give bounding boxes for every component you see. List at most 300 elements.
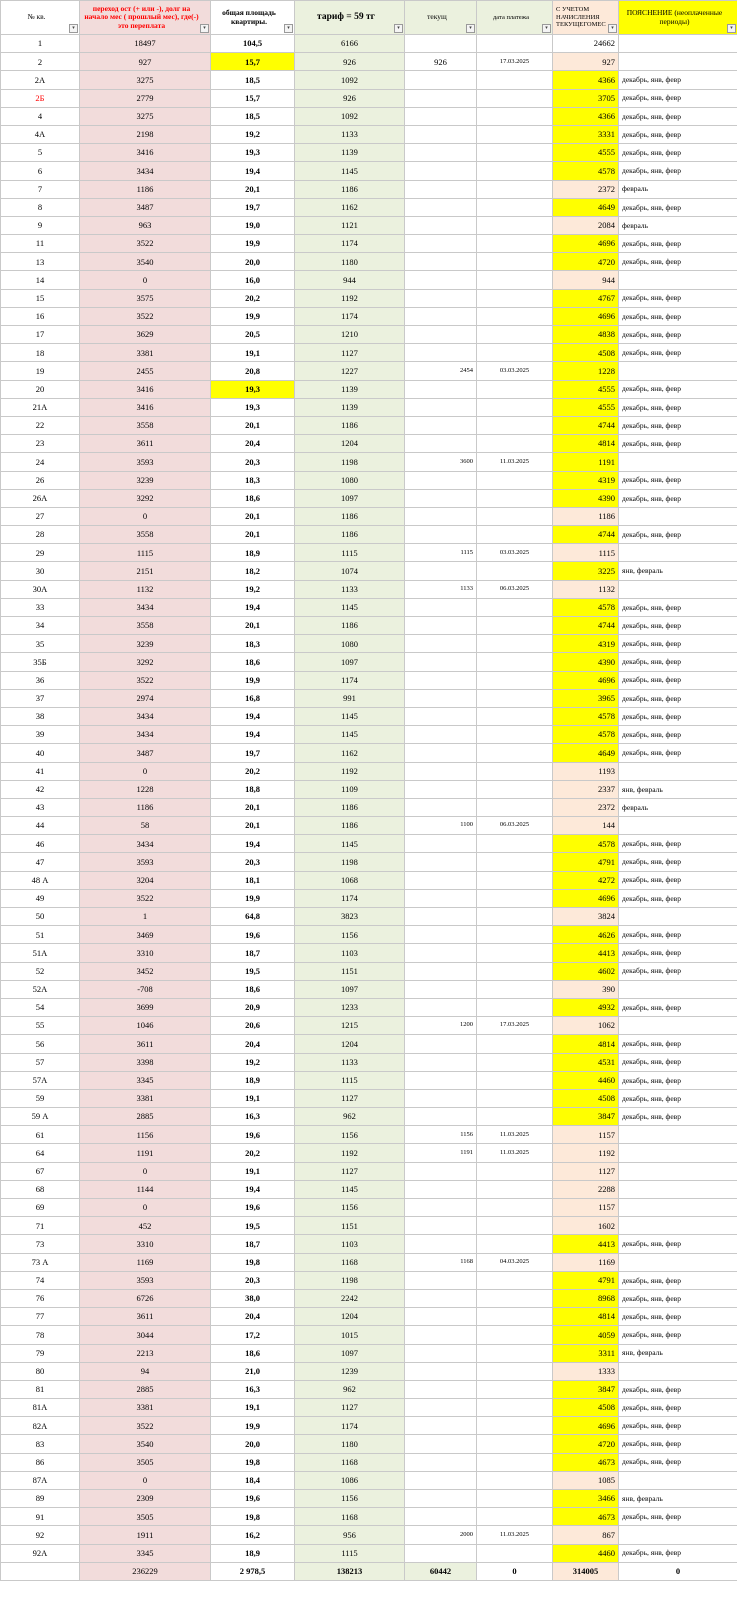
- cell-current[interactable]: [405, 1217, 477, 1235]
- cell-total[interactable]: 4696: [553, 1417, 619, 1435]
- cell-total[interactable]: 4578: [553, 162, 619, 180]
- cell-kv[interactable]: 54: [1, 998, 80, 1016]
- cell-tariff[interactable]: 2242: [295, 1289, 405, 1307]
- cell-area[interactable]: 18,7: [211, 944, 295, 962]
- cell-debt[interactable]: 3239: [80, 635, 211, 653]
- cell-note[interactable]: декабрь, янв, февр: [619, 435, 737, 453]
- cell-total[interactable]: 3225: [553, 562, 619, 580]
- cell-note[interactable]: февраль: [619, 798, 737, 816]
- cell-tariff[interactable]: 1133: [295, 580, 405, 598]
- cell-total[interactable]: 4578: [553, 598, 619, 616]
- cell-note[interactable]: декабрь, янв, февр: [619, 71, 737, 89]
- cell-total[interactable]: 1169: [553, 1253, 619, 1271]
- cell-kv[interactable]: 83: [1, 1435, 80, 1453]
- cell-total[interactable]: 1191: [553, 453, 619, 471]
- cell-note[interactable]: декабрь, янв, февр: [619, 926, 737, 944]
- cell-current[interactable]: [405, 908, 477, 926]
- cell-note[interactable]: [619, 35, 737, 53]
- cell-tariff[interactable]: 1156: [295, 1199, 405, 1217]
- cell-total[interactable]: 1193: [553, 762, 619, 780]
- cell-tariff[interactable]: 1097: [295, 489, 405, 507]
- cell-kv[interactable]: 73: [1, 1235, 80, 1253]
- cell-pay-date[interactable]: [477, 598, 553, 616]
- cell-note[interactable]: декабрь, янв, февр: [619, 617, 737, 635]
- cell-total[interactable]: 4460: [553, 1071, 619, 1089]
- cell-pay-date[interactable]: 17.03.2025: [477, 53, 553, 71]
- cell-current[interactable]: [405, 1289, 477, 1307]
- cell-area[interactable]: 17,2: [211, 1326, 295, 1344]
- cell-area[interactable]: 20,4: [211, 1035, 295, 1053]
- cell-note[interactable]: декабрь, янв, февр: [619, 598, 737, 616]
- cell-debt[interactable]: 3452: [80, 962, 211, 980]
- cell-debt[interactable]: 2885: [80, 1380, 211, 1398]
- cell-debt[interactable]: 3292: [80, 653, 211, 671]
- cell-debt[interactable]: 963: [80, 216, 211, 234]
- cell-area[interactable]: 19,6: [211, 1490, 295, 1508]
- cell-total[interactable]: 3847: [553, 1380, 619, 1398]
- cell-debt[interactable]: 3434: [80, 162, 211, 180]
- cell-debt[interactable]: 3416: [80, 380, 211, 398]
- cell-total[interactable]: 944: [553, 271, 619, 289]
- cell-debt[interactable]: 0: [80, 1199, 211, 1217]
- cell-debt[interactable]: 1132: [80, 580, 211, 598]
- cell-debt[interactable]: 1169: [80, 1253, 211, 1271]
- cell-total[interactable]: 867: [553, 1526, 619, 1544]
- cell-total[interactable]: 1192: [553, 1144, 619, 1162]
- cell-debt[interactable]: 3558: [80, 416, 211, 434]
- cell-kv[interactable]: 89: [1, 1490, 80, 1508]
- cell-tariff[interactable]: 1103: [295, 944, 405, 962]
- cell-total[interactable]: 1115: [553, 544, 619, 562]
- cell-kv[interactable]: 67: [1, 1162, 80, 1180]
- cell-tariff[interactable]: 1121: [295, 216, 405, 234]
- cell-tariff[interactable]: 1103: [295, 1235, 405, 1253]
- cell-tariff[interactable]: 1156: [295, 1126, 405, 1144]
- cell-total[interactable]: 4791: [553, 1271, 619, 1289]
- cell-area[interactable]: 20,2: [211, 762, 295, 780]
- cell-total[interactable]: 4696: [553, 889, 619, 907]
- cell-debt[interactable]: 3558: [80, 526, 211, 544]
- cell-area[interactable]: 19,6: [211, 926, 295, 944]
- cell-pay-date[interactable]: [477, 1235, 553, 1253]
- total-current[interactable]: 60442: [405, 1562, 477, 1580]
- cell-tariff[interactable]: 1015: [295, 1326, 405, 1344]
- cell-kv[interactable]: 74: [1, 1271, 80, 1289]
- cell-kv[interactable]: 2: [1, 53, 80, 71]
- cell-pay-date[interactable]: [477, 780, 553, 798]
- cell-pay-date[interactable]: [477, 1380, 553, 1398]
- cell-current[interactable]: [405, 125, 477, 143]
- cell-current[interactable]: [405, 1380, 477, 1398]
- cell-note[interactable]: декабрь, янв, февр: [619, 253, 737, 271]
- cell-current[interactable]: [405, 780, 477, 798]
- cell-pay-date[interactable]: [477, 71, 553, 89]
- cell-pay-date[interactable]: [477, 1289, 553, 1307]
- cell-kv[interactable]: 26: [1, 471, 80, 489]
- cell-current[interactable]: [405, 435, 477, 453]
- cell-tariff[interactable]: 1139: [295, 398, 405, 416]
- cell-tariff[interactable]: 1127: [295, 1399, 405, 1417]
- cell-area[interactable]: 19,2: [211, 1053, 295, 1071]
- cell-area[interactable]: 18,6: [211, 1344, 295, 1362]
- cell-kv[interactable]: 57А: [1, 1071, 80, 1089]
- cell-area[interactable]: 20,1: [211, 526, 295, 544]
- cell-total[interactable]: 2337: [553, 780, 619, 798]
- cell-current[interactable]: [405, 1162, 477, 1180]
- cell-tariff[interactable]: 1145: [295, 835, 405, 853]
- cell-kv[interactable]: 76: [1, 1289, 80, 1307]
- cell-note[interactable]: декабрь, янв, февр: [619, 671, 737, 689]
- cell-tariff[interactable]: 962: [295, 1108, 405, 1126]
- cell-note[interactable]: [619, 1526, 737, 1544]
- cell-area[interactable]: 16,2: [211, 1526, 295, 1544]
- cell-pay-date[interactable]: [477, 216, 553, 234]
- cell-note[interactable]: [619, 817, 737, 835]
- cell-tariff[interactable]: 1198: [295, 853, 405, 871]
- total-debt[interactable]: 236229: [80, 1562, 211, 1580]
- cell-note[interactable]: декабрь, янв, февр: [619, 1453, 737, 1471]
- cell-kv[interactable]: 48 А: [1, 871, 80, 889]
- cell-kv[interactable]: 2А: [1, 71, 80, 89]
- cell-current[interactable]: [405, 562, 477, 580]
- cell-note[interactable]: декабрь, янв, февр: [619, 125, 737, 143]
- cell-note[interactable]: декабрь, янв, февр: [619, 1435, 737, 1453]
- cell-debt[interactable]: 1186: [80, 180, 211, 198]
- cell-note[interactable]: [619, 53, 737, 71]
- cell-kv[interactable]: 7: [1, 180, 80, 198]
- cell-area[interactable]: 19,4: [211, 835, 295, 853]
- cell-area[interactable]: 19,9: [211, 235, 295, 253]
- cell-total[interactable]: 4932: [553, 998, 619, 1016]
- cell-kv[interactable]: 38: [1, 707, 80, 725]
- cell-pay-date[interactable]: [477, 926, 553, 944]
- header-area[interactable]: общая площадь квартиры. ▾: [211, 1, 295, 35]
- cell-tariff[interactable]: 1156: [295, 1490, 405, 1508]
- cell-debt[interactable]: 3434: [80, 726, 211, 744]
- cell-tariff[interactable]: 1162: [295, 744, 405, 762]
- cell-kv[interactable]: 26А: [1, 489, 80, 507]
- cell-pay-date[interactable]: [477, 235, 553, 253]
- cell-current[interactable]: [405, 980, 477, 998]
- cell-kv[interactable]: 37: [1, 689, 80, 707]
- cell-pay-date[interactable]: [477, 762, 553, 780]
- cell-note[interactable]: [619, 362, 737, 380]
- cell-kv[interactable]: 46: [1, 835, 80, 853]
- cell-pay-date[interactable]: [477, 1490, 553, 1508]
- cell-tariff[interactable]: 1097: [295, 1344, 405, 1362]
- cell-pay-date[interactable]: [477, 1162, 553, 1180]
- cell-tariff[interactable]: 1186: [295, 526, 405, 544]
- cell-current[interactable]: [405, 671, 477, 689]
- cell-kv[interactable]: 30А: [1, 580, 80, 598]
- cell-total[interactable]: 4696: [553, 235, 619, 253]
- cell-tariff[interactable]: 1145: [295, 598, 405, 616]
- cell-current[interactable]: 926: [405, 53, 477, 71]
- cell-pay-date[interactable]: 11.03.2025: [477, 1526, 553, 1544]
- cell-current[interactable]: [405, 380, 477, 398]
- cell-current[interactable]: [405, 926, 477, 944]
- cell-note[interactable]: [619, 1362, 737, 1380]
- cell-note[interactable]: [619, 544, 737, 562]
- cell-tariff[interactable]: 1168: [295, 1453, 405, 1471]
- cell-total[interactable]: 4059: [553, 1326, 619, 1344]
- cell-tariff[interactable]: 1168: [295, 1508, 405, 1526]
- cell-current[interactable]: [405, 798, 477, 816]
- cell-tariff[interactable]: 6166: [295, 35, 405, 53]
- cell-area[interactable]: 20,8: [211, 362, 295, 380]
- cell-debt[interactable]: 3593: [80, 853, 211, 871]
- cell-debt[interactable]: 3611: [80, 1035, 211, 1053]
- cell-total[interactable]: 4578: [553, 835, 619, 853]
- cell-kv[interactable]: 14: [1, 271, 80, 289]
- cell-debt[interactable]: 3381: [80, 344, 211, 362]
- cell-total[interactable]: 1157: [553, 1199, 619, 1217]
- cell-pay-date[interactable]: [477, 1199, 553, 1217]
- cell-note[interactable]: декабрь, янв, февр: [619, 89, 737, 107]
- cell-area[interactable]: 20,1: [211, 507, 295, 525]
- cell-debt[interactable]: 0: [80, 762, 211, 780]
- cell-total[interactable]: 4578: [553, 726, 619, 744]
- cell-current[interactable]: [405, 835, 477, 853]
- cell-pay-date[interactable]: [477, 1035, 553, 1053]
- cell-note[interactable]: [619, 1217, 737, 1235]
- cell-pay-date[interactable]: [477, 307, 553, 325]
- cell-total[interactable]: 1186: [553, 507, 619, 525]
- cell-note[interactable]: декабрь, янв, февр: [619, 871, 737, 889]
- cell-area[interactable]: 18,1: [211, 871, 295, 889]
- cell-kv[interactable]: 36: [1, 671, 80, 689]
- cell-tariff[interactable]: 956: [295, 1526, 405, 1544]
- cell-total[interactable]: 3705: [553, 89, 619, 107]
- cell-debt[interactable]: 3381: [80, 1399, 211, 1417]
- cell-total[interactable]: 144: [553, 817, 619, 835]
- cell-debt[interactable]: 18497: [80, 35, 211, 53]
- cell-tariff[interactable]: 1174: [295, 307, 405, 325]
- cell-area[interactable]: 20,1: [211, 798, 295, 816]
- cell-tariff[interactable]: 1186: [295, 798, 405, 816]
- cell-kv[interactable]: 87А: [1, 1471, 80, 1489]
- cell-total[interactable]: 4578: [553, 707, 619, 725]
- cell-area[interactable]: 20,5: [211, 326, 295, 344]
- cell-total[interactable]: 4626: [553, 926, 619, 944]
- cell-tariff[interactable]: 1133: [295, 125, 405, 143]
- cell-tariff[interactable]: 1115: [295, 1071, 405, 1089]
- cell-total[interactable]: 1602: [553, 1217, 619, 1235]
- cell-debt[interactable]: 3381: [80, 1089, 211, 1107]
- cell-note[interactable]: декабрь, янв, февр: [619, 944, 737, 962]
- cell-area[interactable]: 38,0: [211, 1289, 295, 1307]
- cell-area[interactable]: 19,0: [211, 216, 295, 234]
- cell-total[interactable]: 4814: [553, 1308, 619, 1326]
- cell-kv[interactable]: 30: [1, 562, 80, 580]
- cell-current[interactable]: [405, 162, 477, 180]
- cell-area[interactable]: 18,3: [211, 635, 295, 653]
- cell-current[interactable]: [405, 617, 477, 635]
- cell-kv[interactable]: 52А: [1, 980, 80, 998]
- cell-total[interactable]: 3331: [553, 125, 619, 143]
- total-tariff[interactable]: 138213: [295, 1562, 405, 1580]
- cell-kv[interactable]: 9: [1, 216, 80, 234]
- cell-area[interactable]: 19,9: [211, 889, 295, 907]
- cell-current[interactable]: [405, 198, 477, 216]
- cell-tariff[interactable]: 1080: [295, 471, 405, 489]
- cell-note[interactable]: [619, 507, 737, 525]
- cell-pay-date[interactable]: [477, 853, 553, 871]
- cell-note[interactable]: [619, 1126, 737, 1144]
- cell-current[interactable]: [405, 271, 477, 289]
- cell-total[interactable]: 3847: [553, 1108, 619, 1126]
- cell-pay-date[interactable]: [477, 707, 553, 725]
- cell-note[interactable]: декабрь, янв, февр: [619, 326, 737, 344]
- cell-note[interactable]: декабрь, янв, февр: [619, 689, 737, 707]
- header-debt[interactable]: переход ост (+ или -), долг на начало мес ( прошлый мес), где(-) это переплата ▾: [80, 1, 211, 35]
- cell-debt[interactable]: 2779: [80, 89, 211, 107]
- cell-pay-date[interactable]: [477, 835, 553, 853]
- cell-tariff[interactable]: 1139: [295, 144, 405, 162]
- cell-pay-date[interactable]: 03.03.2025: [477, 544, 553, 562]
- cell-area[interactable]: 19,9: [211, 1417, 295, 1435]
- cell-note[interactable]: [619, 1017, 737, 1035]
- cell-current[interactable]: [405, 1508, 477, 1526]
- cell-total[interactable]: 4366: [553, 71, 619, 89]
- cell-current[interactable]: [405, 1417, 477, 1435]
- cell-area[interactable]: 15,7: [211, 53, 295, 71]
- cell-kv[interactable]: 35: [1, 635, 80, 653]
- cell-current[interactable]: [405, 871, 477, 889]
- cell-area[interactable]: 20,3: [211, 1271, 295, 1289]
- cell-kv[interactable]: 47: [1, 853, 80, 871]
- cell-tariff[interactable]: 1145: [295, 707, 405, 725]
- cell-kv[interactable]: 81А: [1, 1399, 80, 1417]
- cell-kv[interactable]: 68: [1, 1180, 80, 1198]
- cell-current[interactable]: [405, 1089, 477, 1107]
- cell-kv[interactable]: 71: [1, 1217, 80, 1235]
- cell-kv[interactable]: 6: [1, 162, 80, 180]
- cell-current[interactable]: [405, 253, 477, 271]
- filter-dropdown-icon[interactable]: ▾: [608, 24, 617, 33]
- cell-kv[interactable]: 33: [1, 598, 80, 616]
- cell-tariff[interactable]: 1186: [295, 180, 405, 198]
- cell-debt[interactable]: 1115: [80, 544, 211, 562]
- cell-note[interactable]: янв, февраль: [619, 1490, 737, 1508]
- cell-current[interactable]: [405, 726, 477, 744]
- cell-note[interactable]: декабрь, янв, февр: [619, 1035, 737, 1053]
- cell-debt[interactable]: 3310: [80, 944, 211, 962]
- cell-debt[interactable]: 3629: [80, 326, 211, 344]
- total-area[interactable]: 2 978,5: [211, 1562, 295, 1580]
- cell-area[interactable]: 15,7: [211, 89, 295, 107]
- cell-kv[interactable]: 39: [1, 726, 80, 744]
- cell-debt[interactable]: 3044: [80, 1326, 211, 1344]
- cell-note[interactable]: [619, 762, 737, 780]
- cell-area[interactable]: 19,4: [211, 707, 295, 725]
- cell-debt[interactable]: 3434: [80, 598, 211, 616]
- cell-tariff[interactable]: 1174: [295, 1417, 405, 1435]
- cell-current[interactable]: [405, 853, 477, 871]
- cell-total[interactable]: 4555: [553, 380, 619, 398]
- cell-pay-date[interactable]: [477, 617, 553, 635]
- cell-total[interactable]: 4814: [553, 1035, 619, 1053]
- cell-area[interactable]: 19,1: [211, 1162, 295, 1180]
- cell-note[interactable]: [619, 453, 737, 471]
- cell-debt[interactable]: -708: [80, 980, 211, 998]
- cell-area[interactable]: 18,8: [211, 780, 295, 798]
- cell-current[interactable]: [405, 289, 477, 307]
- cell-debt[interactable]: 2974: [80, 689, 211, 707]
- cell-note[interactable]: декабрь, янв, февр: [619, 998, 737, 1016]
- cell-kv[interactable]: 19: [1, 362, 80, 380]
- cell-pay-date[interactable]: [477, 471, 553, 489]
- cell-total[interactable]: 2288: [553, 1180, 619, 1198]
- cell-pay-date[interactable]: 11.03.2025: [477, 1144, 553, 1162]
- header-note[interactable]: ПОЯСНЕНИЕ (неоплаченные периоды) ▾: [619, 1, 737, 35]
- cell-current[interactable]: [405, 235, 477, 253]
- cell-note[interactable]: [619, 1144, 737, 1162]
- cell-kv[interactable]: 4А: [1, 125, 80, 143]
- cell-total[interactable]: 4720: [553, 1435, 619, 1453]
- cell-debt[interactable]: 2885: [80, 1108, 211, 1126]
- cell-tariff[interactable]: 1192: [295, 1144, 405, 1162]
- cell-debt[interactable]: 1144: [80, 1180, 211, 1198]
- cell-note[interactable]: декабрь, янв, февр: [619, 1235, 737, 1253]
- cell-kv[interactable]: 15: [1, 289, 80, 307]
- cell-kv[interactable]: 5: [1, 144, 80, 162]
- cell-tariff[interactable]: 1180: [295, 253, 405, 271]
- cell-note[interactable]: декабрь, янв, февр: [619, 416, 737, 434]
- cell-current[interactable]: 1200: [405, 1017, 477, 1035]
- cell-current[interactable]: [405, 1035, 477, 1053]
- cell-tariff[interactable]: 1145: [295, 162, 405, 180]
- header-tariff[interactable]: тариф = 59 тг ▾: [295, 1, 405, 35]
- cell-pay-date[interactable]: [477, 962, 553, 980]
- cell-debt[interactable]: 3699: [80, 998, 211, 1016]
- cell-pay-date[interactable]: [477, 489, 553, 507]
- cell-pay-date[interactable]: [477, 1435, 553, 1453]
- cell-area[interactable]: 19,3: [211, 144, 295, 162]
- cell-total[interactable]: 4673: [553, 1508, 619, 1526]
- cell-pay-date[interactable]: [477, 980, 553, 998]
- cell-note[interactable]: декабрь, янв, февр: [619, 198, 737, 216]
- cell-total[interactable]: 4649: [553, 744, 619, 762]
- cell-total[interactable]: 2372: [553, 798, 619, 816]
- cell-kv[interactable]: 27: [1, 507, 80, 525]
- cell-current[interactable]: [405, 398, 477, 416]
- cell-area[interactable]: 64,8: [211, 908, 295, 926]
- header-kv[interactable]: № кв. ▾: [1, 1, 80, 35]
- cell-total[interactable]: 4319: [553, 635, 619, 653]
- cell-kv[interactable]: 2Б: [1, 89, 80, 107]
- cell-area[interactable]: 20,1: [211, 416, 295, 434]
- cell-current[interactable]: [405, 71, 477, 89]
- cell-current[interactable]: [405, 1053, 477, 1071]
- cell-pay-date[interactable]: [477, 162, 553, 180]
- cell-tariff[interactable]: 1068: [295, 871, 405, 889]
- cell-current[interactable]: [405, 998, 477, 1016]
- cell-pay-date[interactable]: [477, 871, 553, 889]
- cell-area[interactable]: 19,2: [211, 580, 295, 598]
- cell-note[interactable]: декабрь, янв, февр: [619, 235, 737, 253]
- cell-tariff[interactable]: 1145: [295, 1180, 405, 1198]
- filter-dropdown-icon[interactable]: ▾: [284, 24, 293, 33]
- cell-area[interactable]: 20,1: [211, 617, 295, 635]
- header-current[interactable]: текущ ▾: [405, 1, 477, 35]
- cell-total[interactable]: 4319: [553, 471, 619, 489]
- cell-note[interactable]: февраль: [619, 180, 737, 198]
- cell-total[interactable]: 4508: [553, 344, 619, 362]
- cell-note[interactable]: декабрь, янв, февр: [619, 144, 737, 162]
- cell-tariff[interactable]: 1180: [295, 1435, 405, 1453]
- cell-debt[interactable]: 927: [80, 53, 211, 71]
